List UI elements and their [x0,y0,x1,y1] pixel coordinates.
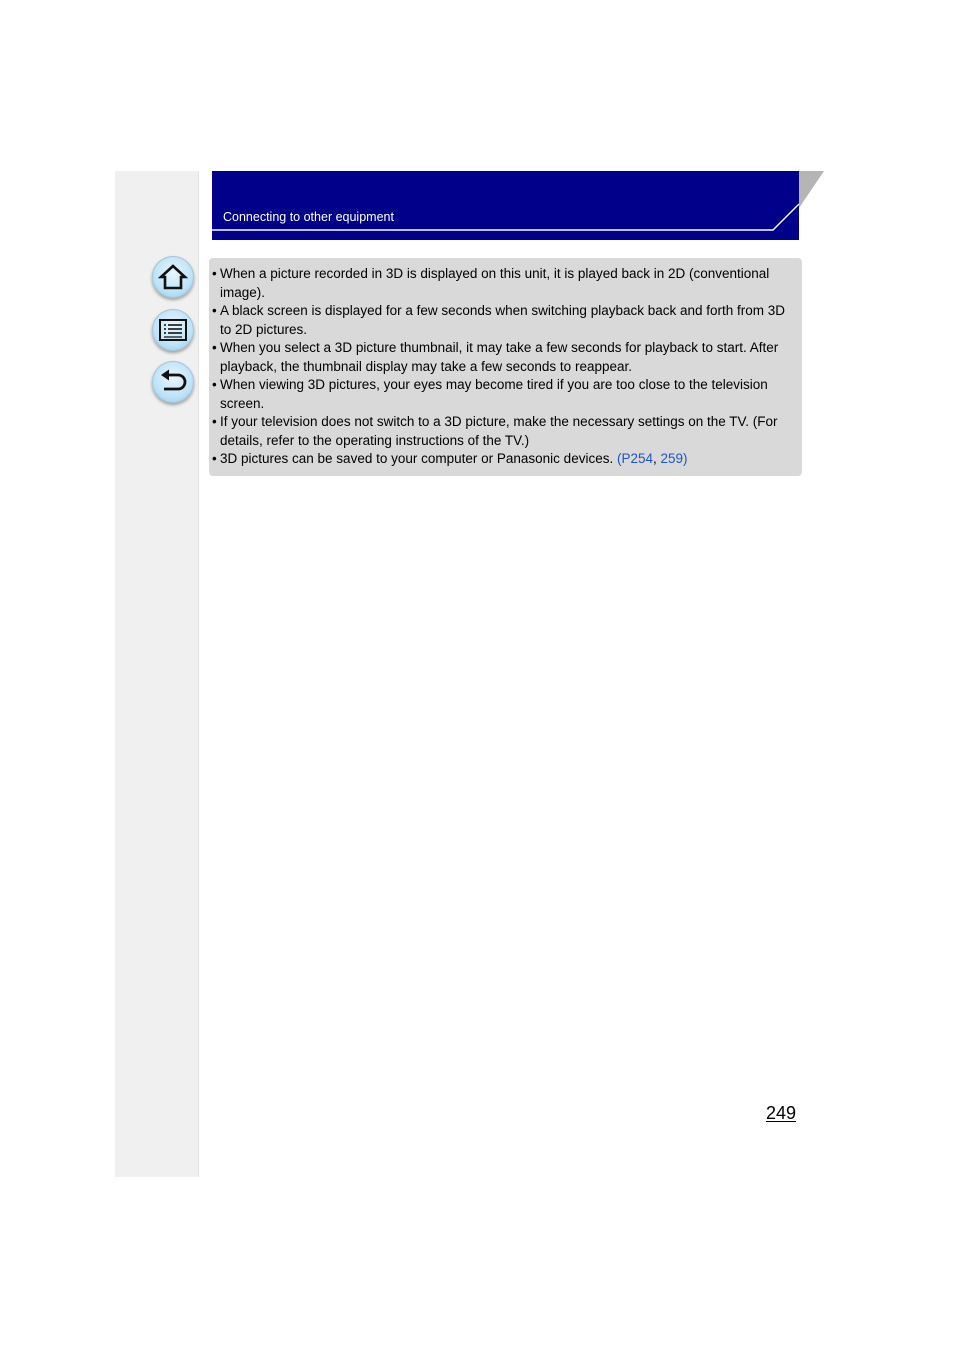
page-link-p254[interactable]: (P254 [616,451,653,466]
list-item: • 3D pictures can be saved to your computer or Panasonic devices. (P254, 259) [212,451,688,466]
section-title: Connecting to other equipment [223,210,394,224]
section-header-bar [212,171,799,240]
page-number: 249 [766,1103,797,1123]
list-item: • If your television does not switch to a 3D picture, make the necessary settings on the TV. (For details, refer to the operating instructions of the TV.) [212,414,778,448]
list-item: • When you select a 3D picture thumbnail, it may take a few seconds for playback to start. After playback, the thumbnail display may take a few seconds to reappear. [212,340,779,374]
home-icon [158,263,188,291]
back-arrow-icon [158,369,188,395]
page-link-259[interactable]: 259) [660,451,688,466]
notes-box [209,258,802,476]
home-button[interactable] [152,256,194,298]
list-item: • When viewing 3D pictures, your eyes may become tired if you are too close to the television screen. [212,377,768,411]
menu-list-icon [158,318,188,342]
menu-button[interactable] [152,309,194,351]
notes-list [212,265,796,469]
list-item: • A black screen is displayed for a few seconds when switching playback back and forth from 3D to 2D pictures. [212,303,786,337]
list-item: • When a picture recorded in 3D is displayed on this unit, it is played back in 2D (conventional image). [212,266,770,300]
back-button[interactable] [152,361,194,403]
